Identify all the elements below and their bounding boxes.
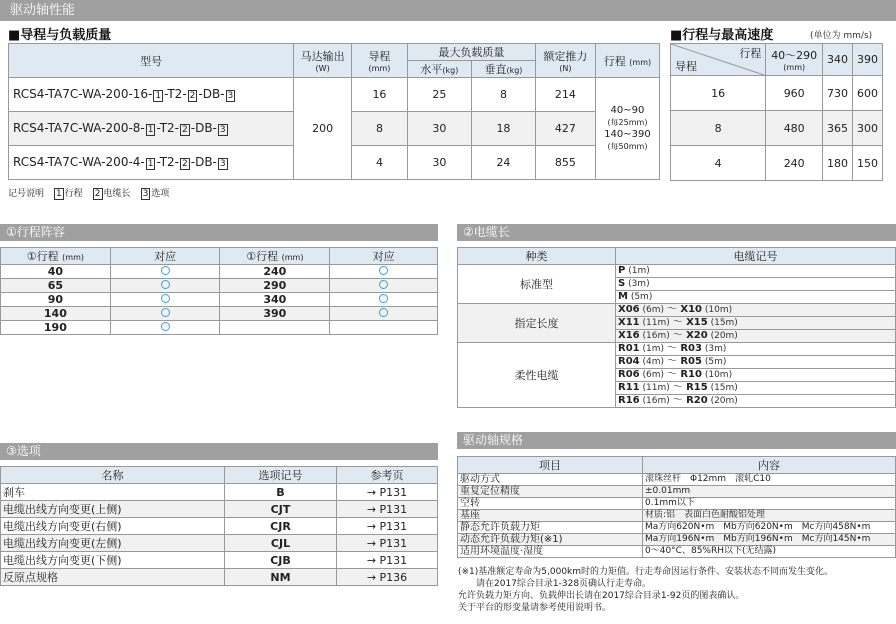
spec-item: 空转 (458, 498, 643, 510)
thrust-cell: 855 (535, 146, 595, 180)
spec-value: 滚珠丝杆 Φ12mm 滚轧C10 (643, 474, 896, 486)
stroke-value: 340 (220, 293, 330, 307)
speed-row (671, 146, 883, 181)
cable-hdr-2: 电缆记号 (616, 248, 896, 265)
opt-hdr-1: 名称 (1, 467, 225, 484)
cable-code: S (3m) (616, 278, 896, 291)
option-name: 刹车 (1, 484, 225, 501)
stroke-bar: ①行程阵容 (0, 224, 438, 241)
spec-value: Ma方向196N•m Mb方向196N•m Mc方向145N•m (643, 534, 896, 546)
option-code: NM (225, 569, 337, 586)
stroke-available (110, 279, 220, 293)
stroke-hdr-4: 对应 (330, 248, 438, 265)
circle-icon (161, 322, 170, 331)
model-cell: RCS4-TA7C-WA-200-4- 1 -T2- 2 -DB- 3 (9, 146, 294, 180)
hdr-model: 型号 (9, 44, 294, 78)
spec-value: 0～40°C、85%RH以下(无结露) (643, 546, 896, 558)
cable-code: R01 (1m) ～ R03 (3m) (616, 343, 896, 356)
stroke-available (330, 265, 438, 279)
spec-row (458, 522, 896, 534)
spec-value: ±0.01mm (643, 486, 896, 498)
cable-code: R16 (16m) ～ R20 (20m) (616, 395, 896, 408)
stroke-value: 40 (1, 265, 111, 279)
stroke-value: 240 (220, 265, 330, 279)
stroke-value: 290 (220, 279, 330, 293)
spec-table (457, 456, 896, 558)
speed-heading: ■行程与最高速度 (670, 28, 774, 43)
hdr-thrust: 额定推力 (N) (535, 44, 595, 78)
option-code: CJT (225, 501, 337, 518)
horizontal-cell: 30 (407, 146, 471, 180)
speed-value-cell: 300 (853, 111, 883, 146)
spec-item: 基座 (458, 510, 643, 522)
speed-col-2: 390 (853, 44, 883, 76)
speed-col-1: 340 (823, 44, 853, 76)
spec-value: 材质:铝 表面白色耐酸铝处理 (643, 510, 896, 522)
stroke-row (1, 321, 438, 335)
motor-cell: 200 (294, 78, 352, 180)
speed-value-cell: 240 (766, 146, 823, 181)
lead-row (9, 78, 660, 112)
spec-hdr-1: 项目 (458, 457, 643, 474)
spec-item: 动态允许负载力矩(※1) (458, 534, 643, 546)
spec-row (458, 534, 896, 546)
option-row (1, 501, 438, 518)
thrust-cell: 427 (535, 112, 595, 146)
option-row (1, 552, 438, 569)
options-table (0, 466, 438, 586)
vertical-cell: 8 (471, 78, 535, 112)
circle-icon (379, 266, 388, 275)
stroke-row (1, 265, 438, 279)
option-code: B (225, 484, 337, 501)
stroke-value: 140 (1, 307, 111, 321)
top-title: 驱动轴性能 (10, 3, 76, 18)
stroke-available (110, 265, 220, 279)
cable-code: R06 (6m) ～ R10 (10m) (616, 369, 896, 382)
option-code: CJB (225, 552, 337, 569)
cable-row (458, 265, 896, 278)
option-page: → P136 (337, 569, 438, 586)
stroke-available (330, 307, 438, 321)
option-page: → P131 (337, 535, 438, 552)
stroke-available (110, 321, 220, 335)
spec-item: 驱动方式 (458, 474, 643, 486)
speed-value-cell: 180 (823, 146, 853, 181)
speed-value-cell: 365 (823, 111, 853, 146)
vertical-cell: 24 (471, 146, 535, 180)
stroke-available (110, 293, 220, 307)
spec-row (458, 546, 896, 558)
stroke-row (1, 293, 438, 307)
spec-item: 静态允许负载力矩 (458, 522, 643, 534)
hdr-vertical: 垂直(kg) (471, 61, 535, 78)
cable-row (458, 304, 896, 317)
spec-row (458, 486, 896, 498)
circle-icon (379, 294, 388, 303)
stroke-hdr-3: ①行程 (mm) (220, 248, 330, 265)
options-bar: ③选项 (0, 443, 438, 460)
speed-lead-cell: 4 (671, 146, 766, 181)
spec-row (458, 510, 896, 522)
hdr-maxload: 最大负载质量 (407, 44, 535, 61)
option-page: → P131 (337, 484, 438, 501)
spec-row (458, 498, 896, 510)
speed-unit: (单位为 mm/s) (810, 31, 873, 41)
cable-code: R04 (4m) ～ R05 (5m) (616, 356, 896, 369)
opt-hdr-3: 参考页 (337, 467, 438, 484)
speed-corner: 行程 导程 (671, 44, 766, 76)
cable-bar: ②电缆长 (457, 224, 896, 241)
note-line: 允许负载力矩方向、负载伸出长请在2017综合目录1-92页的图表确认。 (458, 591, 745, 601)
circle-icon (161, 280, 170, 289)
option-name: 电缆出线方向变更(右侧) (1, 518, 225, 535)
top-title-bar (0, 0, 896, 21)
hdr-motor: 马达输出 (W) (294, 44, 352, 78)
option-name: 电缆出线方向变更(上侧) (1, 501, 225, 518)
cable-code: X06 (6m) ～ X10 (10m) (616, 304, 896, 317)
cable-code: X16 (16m) ～ X20 (20m) (616, 330, 896, 343)
option-page: → P131 (337, 552, 438, 569)
thrust-cell: 214 (535, 78, 595, 112)
stroke-available (330, 293, 438, 307)
spec-value: Ma方向620N•m Mb方向620N•m Mc方向458N•m (643, 522, 896, 534)
vertical-cell: 18 (471, 112, 535, 146)
option-code: CJR (225, 518, 337, 535)
option-row (1, 535, 438, 552)
option-page: → P131 (337, 518, 438, 535)
stroke-value: 190 (1, 321, 111, 335)
lead-cell: 8 (352, 112, 408, 146)
option-name: 电缆出线方向变更(左侧) (1, 535, 225, 552)
spec-row (458, 474, 896, 486)
hdr-lead: 导程 (mm) (352, 44, 408, 78)
opt-hdr-2: 选项记号 (225, 467, 337, 484)
speed-value-cell: 730 (823, 76, 853, 111)
stroke-value: 390 (220, 307, 330, 321)
lead-load-table (8, 43, 660, 180)
option-name: 反原点规格 (1, 569, 225, 586)
speed-row (671, 76, 883, 111)
spec-value: 0.1mm以下 (643, 498, 896, 510)
stroke-row (1, 307, 438, 321)
cable-table (457, 247, 896, 408)
cable-hdr-1: 种类 (458, 248, 616, 265)
speed-table (670, 43, 883, 181)
spec-item: 适用环境温度·湿度 (458, 546, 643, 558)
cable-code: M (5m) (616, 291, 896, 304)
speed-lead-cell: 16 (671, 76, 766, 111)
horizontal-cell: 25 (407, 78, 471, 112)
spec-notes (458, 566, 894, 614)
circle-icon (161, 308, 170, 317)
option-row (1, 569, 438, 586)
stroke-cell: 40~90 (每25mm) 140~390 (每50mm) (595, 78, 659, 180)
spec-hdr-2: 内容 (643, 457, 896, 474)
option-name: 电缆出线方向变更(下侧) (1, 552, 225, 569)
cable-code: P (1m) (616, 265, 896, 278)
model-cell: RCS4-TA7C-WA-200-8- 1 -T2- 2 -DB- 3 (9, 112, 294, 146)
option-page: → P131 (337, 501, 438, 518)
hdr-horizontal: 水平(kg) (407, 61, 471, 78)
stroke-available (330, 279, 438, 293)
stroke-table (0, 247, 438, 335)
cable-type: 指定长度 (458, 304, 616, 343)
stroke-hdr-1: ①行程 (mm) (1, 248, 111, 265)
stroke-row (1, 279, 438, 293)
circle-icon (161, 266, 170, 275)
circle-icon (379, 308, 388, 317)
spec-item: 重复定位精度 (458, 486, 643, 498)
lead-load-heading: ■导程与负载质量 (8, 28, 112, 43)
speed-value-cell: 960 (766, 76, 823, 111)
option-row (1, 518, 438, 535)
model-cell: RCS4-TA7C-WA-200-16- 1 -T2- 2 -DB- 3 (9, 78, 294, 112)
cable-type: 柔性电缆 (458, 343, 616, 408)
cable-row (458, 343, 896, 356)
stroke-value: 90 (1, 293, 111, 307)
speed-lead-cell: 8 (671, 111, 766, 146)
speed-value-cell: 480 (766, 111, 823, 146)
hdr-stroke: 行程 (mm) (595, 44, 659, 78)
speed-row (671, 111, 883, 146)
cable-type: 标准型 (458, 265, 616, 304)
cable-code: R11 (11m) ～ R15 (15m) (616, 382, 896, 395)
note-line: 请在2017综合目录1-328页确认行走寿命。 (458, 579, 652, 589)
lead-cell: 16 (352, 78, 408, 112)
option-row (1, 484, 438, 501)
stroke-available (110, 307, 220, 321)
speed-value-cell: 600 (853, 76, 883, 111)
legend: 记号说明 1 行程 2 电缆长 3 选项 (8, 189, 170, 199)
cable-code: X11 (11m) ～ X15 (15m) (616, 317, 896, 330)
note-line: 关于平台的形变量请参考使用说明书。 (458, 603, 612, 613)
option-code: CJL (225, 535, 337, 552)
stroke-value: 65 (1, 279, 111, 293)
circle-icon (379, 280, 388, 289)
lead-cell: 4 (352, 146, 408, 180)
note-line: (※1)基准额定寿命为5,000km时的力矩值。行走寿命因运行条件、安装状态不同而发生变化。 (458, 567, 834, 577)
circle-icon (161, 294, 170, 303)
speed-col-0: 40～290 (mm) (766, 44, 823, 76)
horizontal-cell: 30 (407, 112, 471, 146)
spec-bar: 驱动轴规格 (457, 432, 896, 449)
stroke-hdr-2: 对应 (110, 248, 220, 265)
speed-value-cell: 150 (853, 146, 883, 181)
